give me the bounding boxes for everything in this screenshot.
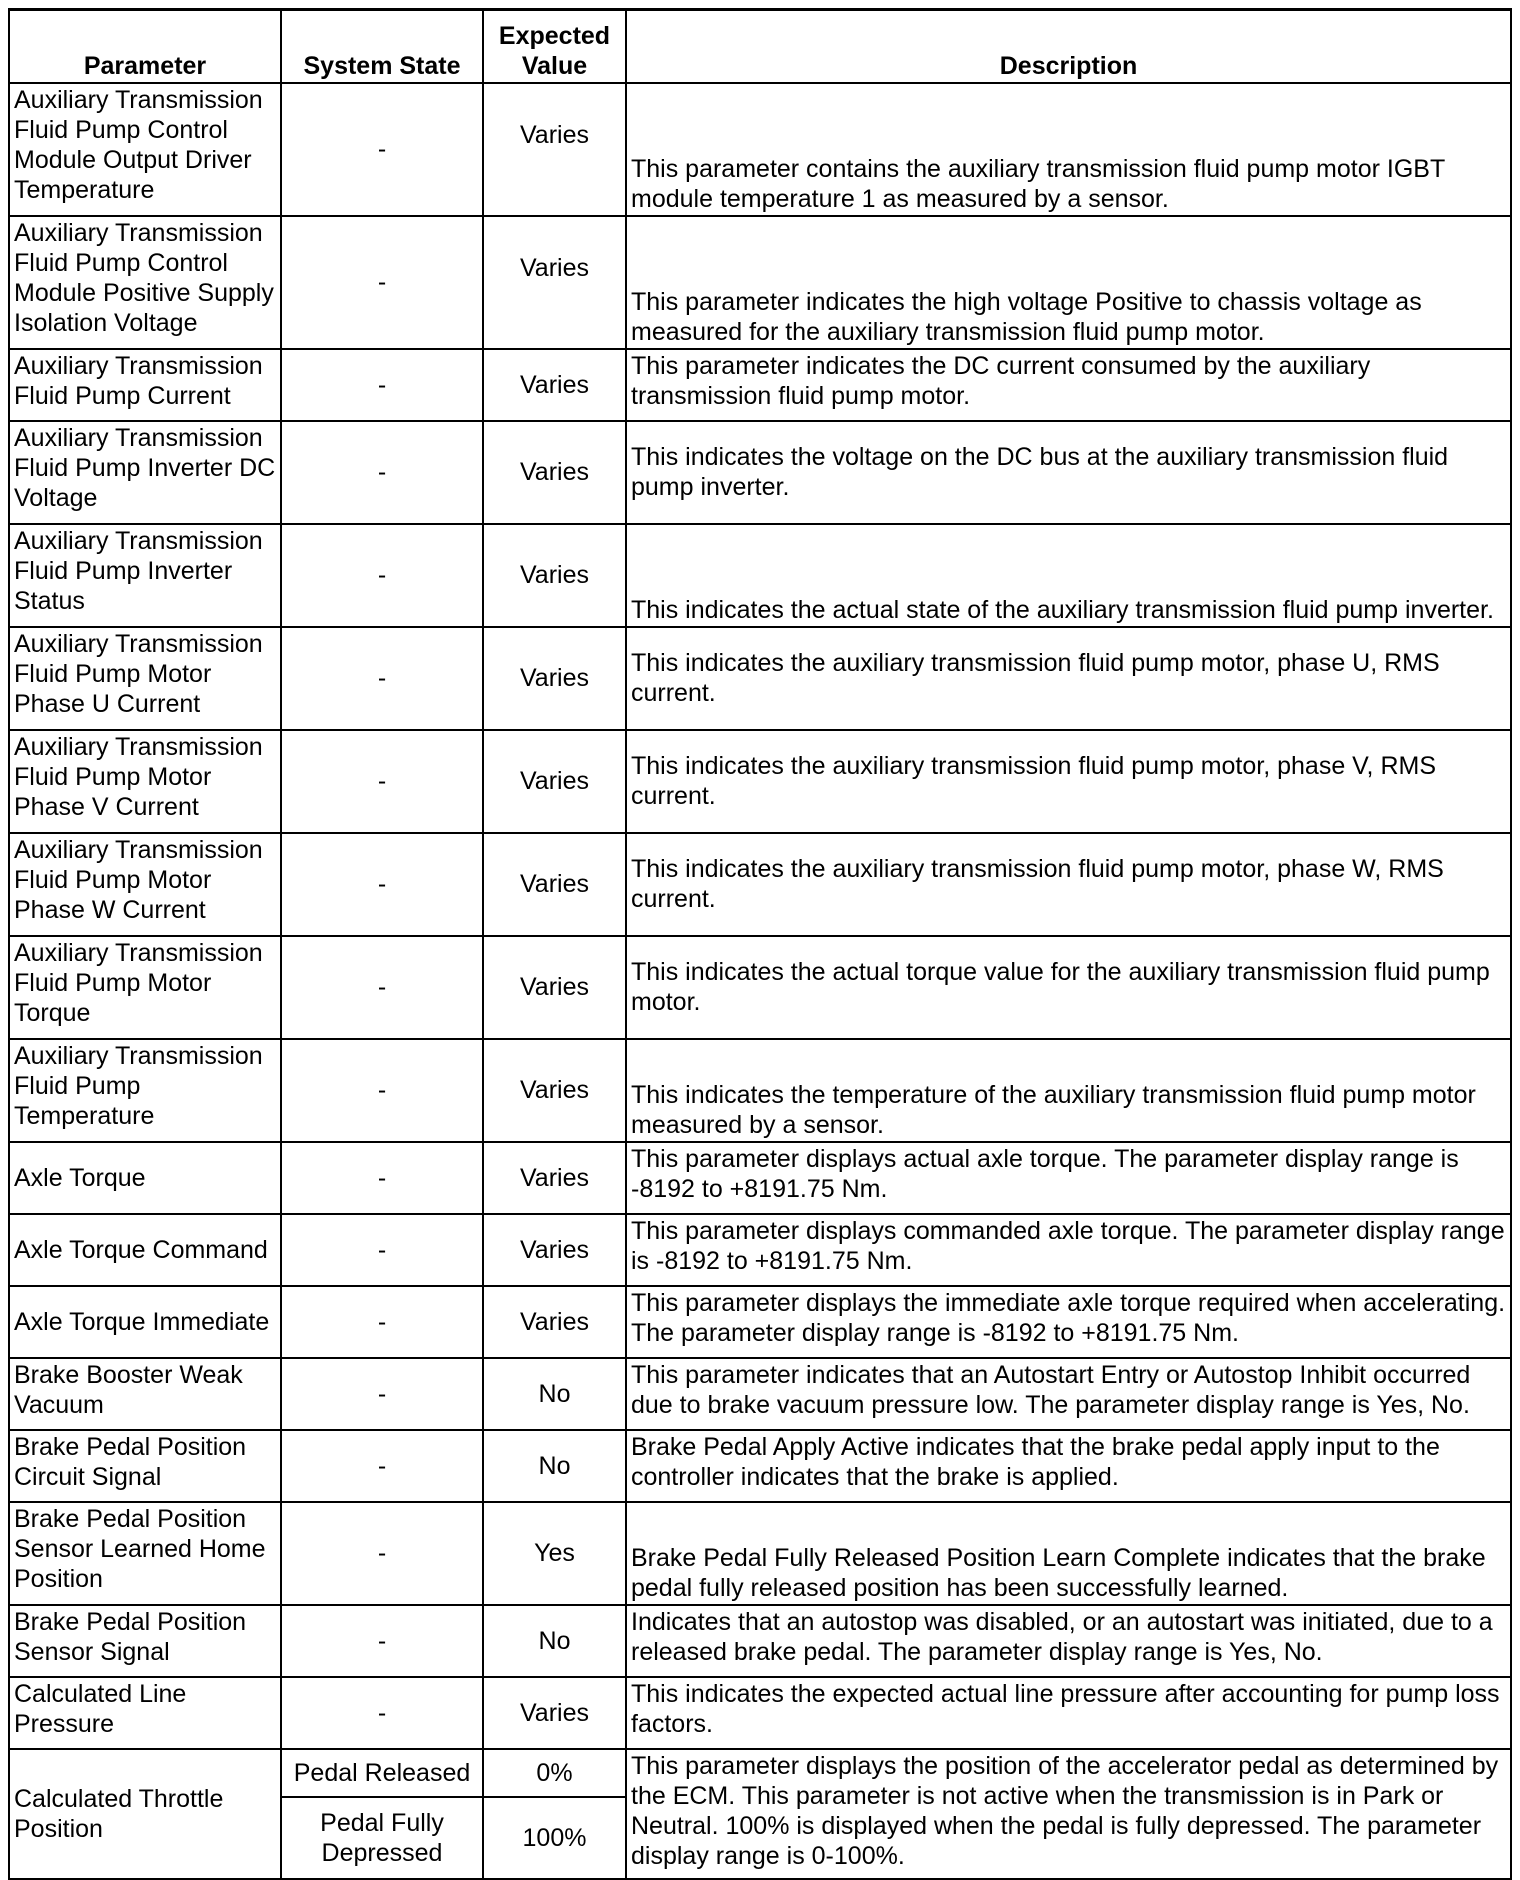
expected-value-cell: 0% bbox=[483, 1749, 626, 1797]
expected-value-cell: Varies bbox=[483, 730, 626, 833]
table-row bbox=[9, 833, 1511, 936]
description-cell: This indicates the actual torque value for the auxiliary transmission fluid pump motor. bbox=[626, 936, 1511, 1039]
description-cell: Brake Pedal Apply Active indicates that the brake pedal apply input to the controller indicates that the brake is applied. bbox=[626, 1430, 1511, 1502]
parameter-cell: Auxiliary Transmission Fluid Pump Current bbox=[9, 349, 281, 421]
description-cell: This indicates the auxiliary transmission fluid pump motor, phase V, RMS current. bbox=[626, 730, 1511, 833]
parameter-cell: Auxiliary Transmission Fluid Pump Control Module Output Driver Temperature bbox=[9, 83, 281, 216]
table-row bbox=[9, 936, 1511, 1039]
table-row bbox=[9, 349, 1511, 421]
table-row bbox=[9, 627, 1511, 730]
table-row bbox=[9, 1214, 1511, 1286]
system-state-cell: - bbox=[281, 421, 483, 524]
system-state-cell: - bbox=[281, 730, 483, 833]
header-expected-value: Expected Value bbox=[483, 10, 626, 83]
table-row bbox=[9, 1749, 1511, 1797]
table-row bbox=[9, 1358, 1511, 1430]
system-state-cell: - bbox=[281, 1502, 483, 1605]
expected-value-cell: No bbox=[483, 1430, 626, 1502]
table-row bbox=[9, 421, 1511, 524]
parameter-cell: Axle Torque Immediate bbox=[9, 1286, 281, 1358]
expected-value-cell: Varies bbox=[483, 833, 626, 936]
parameter-cell: Brake Pedal Position Circuit Signal bbox=[9, 1430, 281, 1502]
expected-value-cell: Varies bbox=[483, 1286, 626, 1358]
parameter-cell: Brake Booster Weak Vacuum bbox=[9, 1358, 281, 1430]
system-state-cell: Pedal Fully Depressed bbox=[281, 1797, 483, 1879]
header-parameter: Parameter bbox=[9, 10, 281, 83]
description-cell: This indicates the expected actual line pressure after accounting for pump loss factors. bbox=[626, 1677, 1511, 1749]
description-cell: This indicates the temperature of the auxiliary transmission fluid pump motor measured by a sensor. bbox=[626, 1039, 1511, 1142]
description-cell: This parameter displays the immediate axle torque required when accelerating. The parameter display range is -8192 to +8191.75 Nm. bbox=[626, 1286, 1511, 1358]
parameter-cell: Auxiliary Transmission Fluid Pump Motor Phase W Current bbox=[9, 833, 281, 936]
system-state-cell: - bbox=[281, 1605, 483, 1677]
table-row bbox=[9, 1677, 1511, 1749]
table-row bbox=[9, 83, 1511, 216]
parameter-cell: Brake Pedal Position Sensor Signal bbox=[9, 1605, 281, 1677]
table-row bbox=[9, 216, 1511, 349]
system-state-cell: - bbox=[281, 936, 483, 1039]
expected-value-cell: Varies bbox=[483, 1214, 626, 1286]
system-state-cell: - bbox=[281, 1039, 483, 1142]
system-state-cell: - bbox=[281, 1677, 483, 1749]
system-state-cell: - bbox=[281, 524, 483, 627]
parameter-cell: Auxiliary Transmission Fluid Pump Motor Phase V Current bbox=[9, 730, 281, 833]
description-cell: This parameter displays the position of the accelerator pedal as determined by the ECM. This parameter is not active when the transmission is in Park or Neutral. 100% is displayed when the pedal is fully depressed. The parameter display range is 0-100%. bbox=[626, 1749, 1511, 1879]
expected-value-cell: Yes bbox=[483, 1502, 626, 1605]
description-cell: This parameter indicates the DC current consumed by the auxiliary transmission fluid pump motor. bbox=[626, 349, 1511, 421]
expected-value-cell: Varies bbox=[483, 1142, 626, 1214]
system-state-cell: - bbox=[281, 349, 483, 421]
parameter-cell: Auxiliary Transmission Fluid Pump Temperature bbox=[9, 1039, 281, 1142]
expected-value-cell: Varies bbox=[483, 936, 626, 1039]
expected-value-cell: Varies bbox=[483, 524, 626, 627]
expected-value-cell: No bbox=[483, 1358, 626, 1430]
expected-value-cell: Varies bbox=[483, 421, 626, 524]
expected-value-cell: Varies bbox=[483, 627, 626, 730]
parameter-cell: Auxiliary Transmission Fluid Pump Inverter DC Voltage bbox=[9, 421, 281, 524]
table-row bbox=[9, 1142, 1511, 1214]
system-state-cell: - bbox=[281, 833, 483, 936]
system-state-cell: - bbox=[281, 1286, 483, 1358]
parameter-cell: Axle Torque Command bbox=[9, 1214, 281, 1286]
expected-value-cell: Varies bbox=[483, 216, 626, 349]
expected-value-cell: 100% bbox=[483, 1797, 626, 1879]
parameter-cell: Auxiliary Transmission Fluid Pump Motor Torque bbox=[9, 936, 281, 1039]
description-cell: This indicates the actual state of the auxiliary transmission fluid pump inverter. bbox=[626, 524, 1511, 627]
parameter-cell: Calculated Line Pressure bbox=[9, 1677, 281, 1749]
system-state-cell: - bbox=[281, 1430, 483, 1502]
description-cell: This parameter displays commanded axle torque. The parameter display range is -8192 to +8191.75 Nm. bbox=[626, 1214, 1511, 1286]
header-system-state: System State bbox=[281, 10, 483, 83]
expected-value-cell: Varies bbox=[483, 1039, 626, 1142]
description-cell: Brake Pedal Fully Released Position Learn Complete indicates that the brake pedal fully released position has been successfully learned. bbox=[626, 1502, 1511, 1605]
system-state-cell: - bbox=[281, 1358, 483, 1430]
parameter-cell: Auxiliary Transmission Fluid Pump Motor Phase U Current bbox=[9, 627, 281, 730]
header-description: Description bbox=[626, 10, 1511, 83]
description-cell: Indicates that an autostop was disabled, or an autostart was initiated, due to a released brake pedal. The parameter display range is Yes, No. bbox=[626, 1605, 1511, 1677]
table-row bbox=[9, 1430, 1511, 1502]
expected-value-cell: Varies bbox=[483, 83, 626, 216]
description-cell: This parameter displays actual axle torque. The parameter display range is -8192 to +8191.75 Nm. bbox=[626, 1142, 1511, 1214]
table-row bbox=[9, 730, 1511, 833]
parameter-cell: Calculated Throttle Position bbox=[9, 1749, 281, 1879]
parameter-table bbox=[8, 8, 1512, 1880]
expected-value-cell: No bbox=[483, 1605, 626, 1677]
description-cell: This parameter indicates that an Autostart Entry or Autostop Inhibit occurred due to brake vacuum pressure low. The parameter display range is Yes, No. bbox=[626, 1358, 1511, 1430]
table-row bbox=[9, 1605, 1511, 1677]
table-row bbox=[9, 1286, 1511, 1358]
description-cell: This indicates the voltage on the DC bus at the auxiliary transmission fluid pump inverter. bbox=[626, 421, 1511, 524]
parameter-cell: Auxiliary Transmission Fluid Pump Control Module Positive Supply Isolation Voltage bbox=[9, 216, 281, 349]
system-state-cell: Pedal Released bbox=[281, 1749, 483, 1797]
system-state-cell: - bbox=[281, 1214, 483, 1286]
header-row bbox=[9, 10, 1511, 83]
description-cell: This indicates the auxiliary transmission fluid pump motor, phase W, RMS current. bbox=[626, 833, 1511, 936]
parameter-cell: Axle Torque bbox=[9, 1142, 281, 1214]
description-cell: This indicates the auxiliary transmission fluid pump motor, phase U, RMS current. bbox=[626, 627, 1511, 730]
parameter-cell: Brake Pedal Position Sensor Learned Home Position bbox=[9, 1502, 281, 1605]
table-row bbox=[9, 1039, 1511, 1142]
system-state-cell: - bbox=[281, 1142, 483, 1214]
table-row bbox=[9, 524, 1511, 627]
system-state-cell: - bbox=[281, 83, 483, 216]
expected-value-cell: Varies bbox=[483, 349, 626, 421]
expected-value-cell: Varies bbox=[483, 1677, 626, 1749]
description-cell: This parameter contains the auxiliary transmission fluid pump motor IGBT module temperature 1 as measured by a sensor. bbox=[626, 83, 1511, 216]
table-row bbox=[9, 1502, 1511, 1605]
system-state-cell: - bbox=[281, 627, 483, 730]
parameter-cell: Auxiliary Transmission Fluid Pump Inverter Status bbox=[9, 524, 281, 627]
system-state-cell: - bbox=[281, 216, 483, 349]
description-cell: This parameter indicates the high voltage Positive to chassis voltage as measured for the auxiliary transmission fluid pump motor. bbox=[626, 216, 1511, 349]
